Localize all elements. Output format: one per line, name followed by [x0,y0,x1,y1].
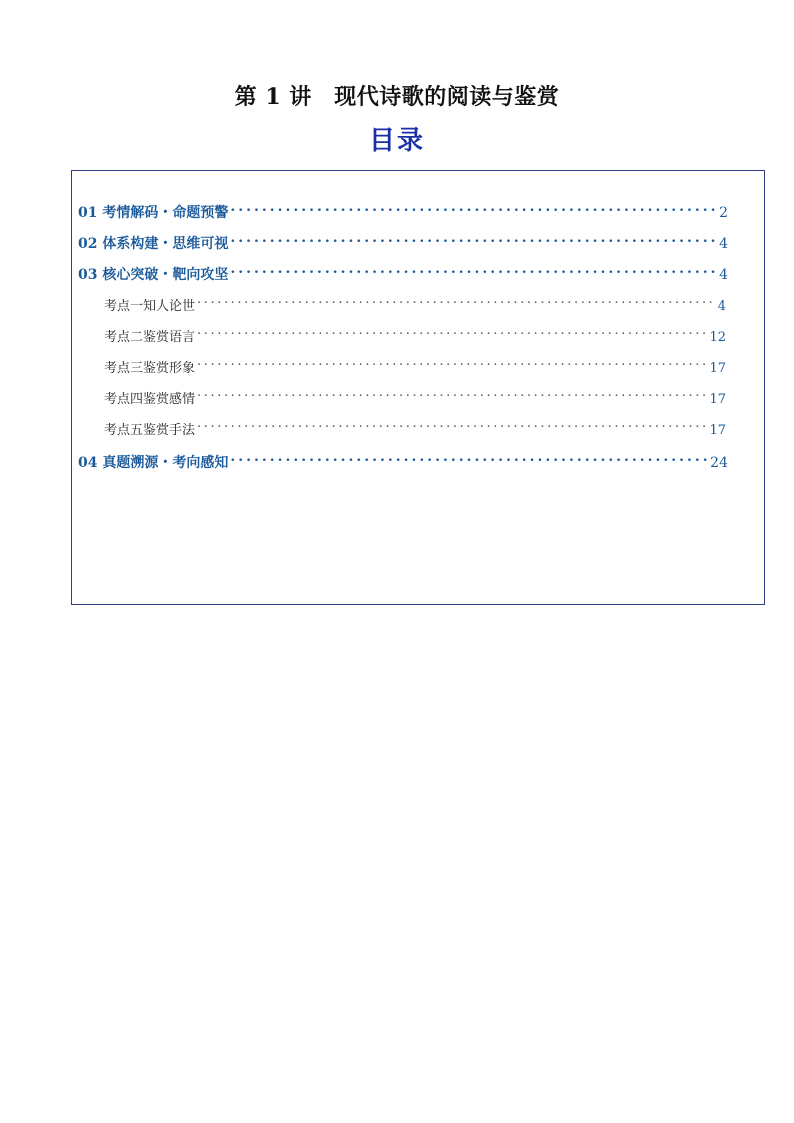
toc-entry-label: 01 考情解码・命题预警 [78,205,229,221]
dot-leader [197,352,707,372]
dot-leader [230,259,717,279]
dot-leader [230,447,708,467]
toc-entry-page: 2 [719,205,728,221]
toc-entry-page: 4 [719,236,728,252]
toc-entry-label: 02 体系构建・思维可视 [78,236,229,252]
toc-entry-label: 考点三鉴赏形象 [104,361,196,376]
toc-entry-kaodian-2[interactable] [104,321,726,345]
toc-entry-kaodian-4[interactable] [104,383,726,407]
toc-entry-02[interactable] [78,228,728,252]
toc-entry-label: 考点二鉴赏语言 [104,330,196,345]
toc-entry-03[interactable] [78,259,728,283]
toc-entry-page: 17 [709,423,726,438]
dot-leader [230,228,717,248]
toc-entry-page: 17 [709,361,726,376]
toc-entry-label: 考点四鉴赏感情 [104,392,196,407]
dot-leader [197,414,707,434]
toc-heading: 目录 [368,126,425,156]
toc-entry-04[interactable] [78,447,728,471]
toc-entry-label: 03 核心突破・靶向攻坚 [78,267,229,283]
table-of-contents [71,170,765,605]
toc-entry-page: 4 [717,299,726,314]
dot-leader [197,321,707,341]
toc-entry-kaodian-3[interactable] [104,352,726,376]
toc-entry-page: 12 [709,330,726,345]
dot-leader [230,197,717,217]
toc-entry-label: 04 真题溯源・考向感知 [78,455,229,471]
dot-leader [197,383,707,403]
document-title: 第 1 讲 现代诗歌的阅读与鉴赏 [234,84,560,110]
toc-entry-page: 17 [709,392,726,407]
toc-entry-label: 考点一知人论世 [104,299,196,314]
toc-entry-01[interactable] [78,197,728,221]
toc-entry-kaodian-1[interactable] [104,290,726,314]
toc-entry-page: 24 [710,455,728,471]
dot-leader [197,290,716,310]
toc-entry-page: 4 [719,267,728,283]
toc-entry-label: 考点五鉴赏手法 [104,423,196,438]
toc-entry-kaodian-5[interactable] [104,414,726,438]
